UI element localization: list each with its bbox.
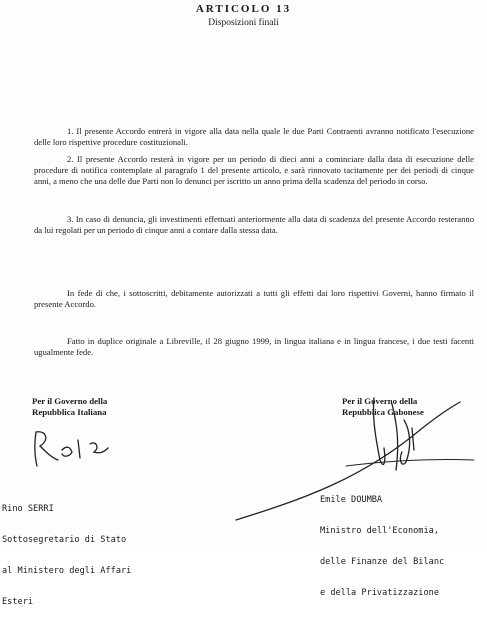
paragraph-3: 3. In caso di denuncia, gli investimenti effettuati anteriormente alla data di scadenza del presente Accordo resteranno da lui regolati per un periodo di cinque anni a contare dalla stessa data. [34,214,474,235]
left-title-line-3: Esteri [2,597,34,608]
right-title-line-2: delle Finanze del Bilanc [320,557,445,568]
left-heading-line-2: Repubblica Italiana [32,407,107,417]
right-signatory-block [320,474,444,620]
right-heading-line-2: Repubblica Gabonese [342,407,424,417]
place-and-date: Fatto in duplice originale a Libreville, il 28 giugno 1999, in lingua italiana e in lingua francese, i due testi facenti ugualmente fede. [34,336,474,357]
left-signatory-block [2,483,131,629]
left-signature [35,432,108,466]
left-signatory-name: Rino SERRI [2,503,54,514]
right-signatory-name: Emile DOUMBA [320,494,383,505]
paragraph-1: 1. Il presente Accordo entrerà in vigore alla data nella quale le due Parti Contraenti avranno notificato l'esecuzione delle loro rispettive procedure costituzionali. [34,126,474,147]
underline-stroke [346,459,474,466]
right-heading-line-1: Per il Governo della [342,396,418,406]
closing-statement: In fede di che, i sottoscritti, debitamente autorizzati a tutti gli effetti dai loro rispettivi Governi, hanno firmato il presente Accordo. [34,288,474,309]
left-title-line-2: al Ministero degli Affari [2,566,132,577]
left-heading-line-1: Per il Governo della [32,396,108,406]
left-title-line-1: Sottosegretario di Stato [2,535,127,546]
right-title-line-3: e della Privatizzazione [320,588,439,599]
article-subtitle: Disposizioni finali [208,18,279,28]
paragraph-2: 2. Il presente Accordo resterà in vigore per un periodo di dieci anni a cominciare dalla data di esecuzione delle procedure di notifica contemplate al paragrafo 1 del presente articolo, e sarà rinnovato tacitamente per dei periodi di cinque anni, a meno che una delle due Parti non lo denunci per iscritto un anno prima della scadenza del periodo in corso. [34,154,474,186]
right-title-line-1: Ministro dell'Economia, [320,526,439,537]
article-title: ARTICOLO 13 [195,3,292,15]
